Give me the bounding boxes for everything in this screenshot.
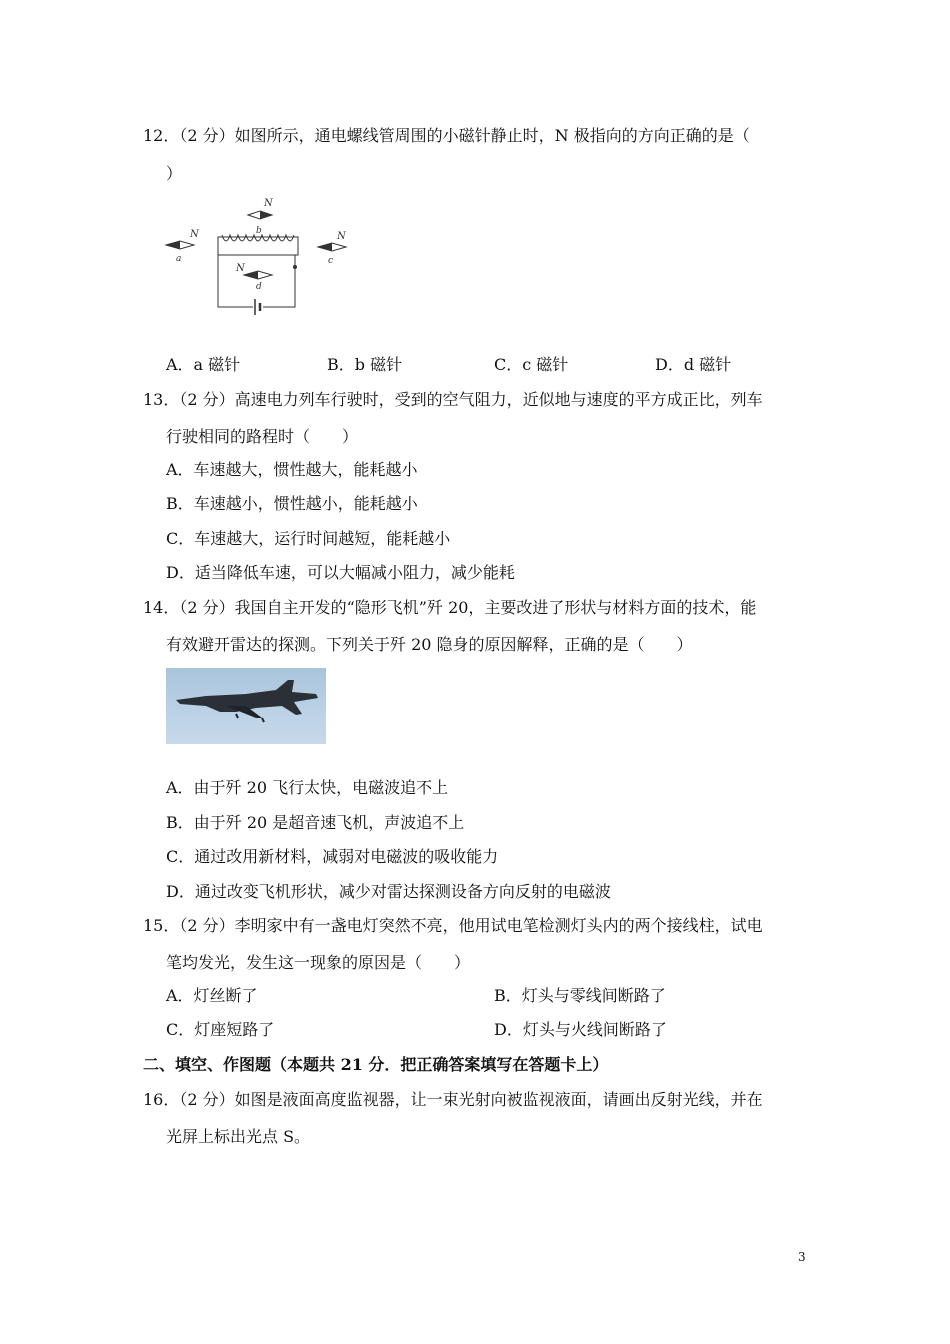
q12-stem-line2: ） — [166, 164, 183, 183]
label-n-right: N — [337, 231, 346, 242]
q15-stem-line1: 15．（2 分）李明家中有一盏电灯突然不亮，他用试电笔检测灯头内的两个接线柱，试电 — [143, 916, 763, 935]
q13-option-a: A．车速越大，惯性越大，能耗越小 — [166, 460, 418, 479]
stealth-jet-photo — [166, 668, 326, 744]
q15-stem-line2: 笔均发光，发生这一现象的原因是（ ） — [166, 953, 471, 972]
q15-option-c: C．灯座短路了 — [166, 1020, 275, 1039]
label-n-top: N — [264, 198, 273, 209]
label-a: a — [176, 254, 182, 264]
q15-option-b: B．灯头与零线间断路了 — [494, 986, 666, 1005]
label-n-bottom: N — [236, 263, 245, 274]
q14-stem-line2: 有效避开雷达的探测。下列关于歼 20 隐身的原因解释，正确的是（ ） — [166, 635, 693, 654]
q13-stem-line1: 13．（2 分）高速电力列车行驶时，受到的空气阻力，近似地与速度的平方成正比，列车 — [143, 390, 763, 409]
q12-option-b: B．b 磁针 — [327, 355, 403, 374]
q14-option-b: B．由于歼 20 是超音速飞机，声波追不上 — [166, 813, 465, 832]
q12-option-d: D．d 磁针 — [655, 355, 732, 374]
label-d: d — [256, 282, 262, 292]
jet-silhouette — [166, 668, 326, 744]
page-number: 3 — [798, 1250, 806, 1264]
q14-stem-line1: 14．（2 分）我国自主开发的“隐形飞机”歼 20，主要改进了形状与材料方面的技术，能 — [143, 598, 757, 617]
q13-option-b: B．车速越小，惯性越小，能耗越小 — [166, 494, 418, 513]
q15-option-d: D．灯头与火线间断路了 — [494, 1020, 667, 1039]
q14-option-c: C．通过改用新材料，减弱对电磁波的吸收能力 — [166, 847, 499, 866]
q12-option-a: A．a 磁针 — [166, 355, 241, 374]
q14-option-a: A．由于歼 20 飞行太快，电磁波追不上 — [166, 778, 449, 797]
solenoid-diagram — [160, 195, 360, 325]
q12-option-c: C．c 磁针 — [494, 355, 569, 374]
q12-stem-line1: 12．（2 分）如图所示，通电螺线管周围的小磁针静止时，N 极指向的方向正确的是（ — [143, 126, 750, 145]
q16-stem-line2: 光屏上标出光点 S。 — [166, 1127, 311, 1146]
q13-option-c: C．车速越大，运行时间越短，能耗越小 — [166, 529, 451, 548]
q15-option-a: A．灯丝断了 — [166, 986, 258, 1005]
q16-stem-line1: 16．（2 分）如图是液面高度监视器，让一束光射向被监视液面，请画出反射光线，并在 — [143, 1090, 763, 1109]
label-b: b — [256, 226, 262, 236]
q13-option-d: D．适当降低车速，可以大幅减小阻力，减少能耗 — [166, 563, 515, 582]
section-2-heading: 二、填空、作图题（本题共 21 分．把正确答案填写在答题卡上） — [143, 1055, 609, 1074]
label-c: c — [328, 256, 334, 266]
label-n-left: N — [190, 229, 199, 240]
q14-option-d: D．通过改变飞机形状，减少对雷达探测设备方向反射的电磁波 — [166, 882, 611, 901]
q13-stem-line2: 行驶相同的路程时（ ） — [166, 427, 359, 446]
